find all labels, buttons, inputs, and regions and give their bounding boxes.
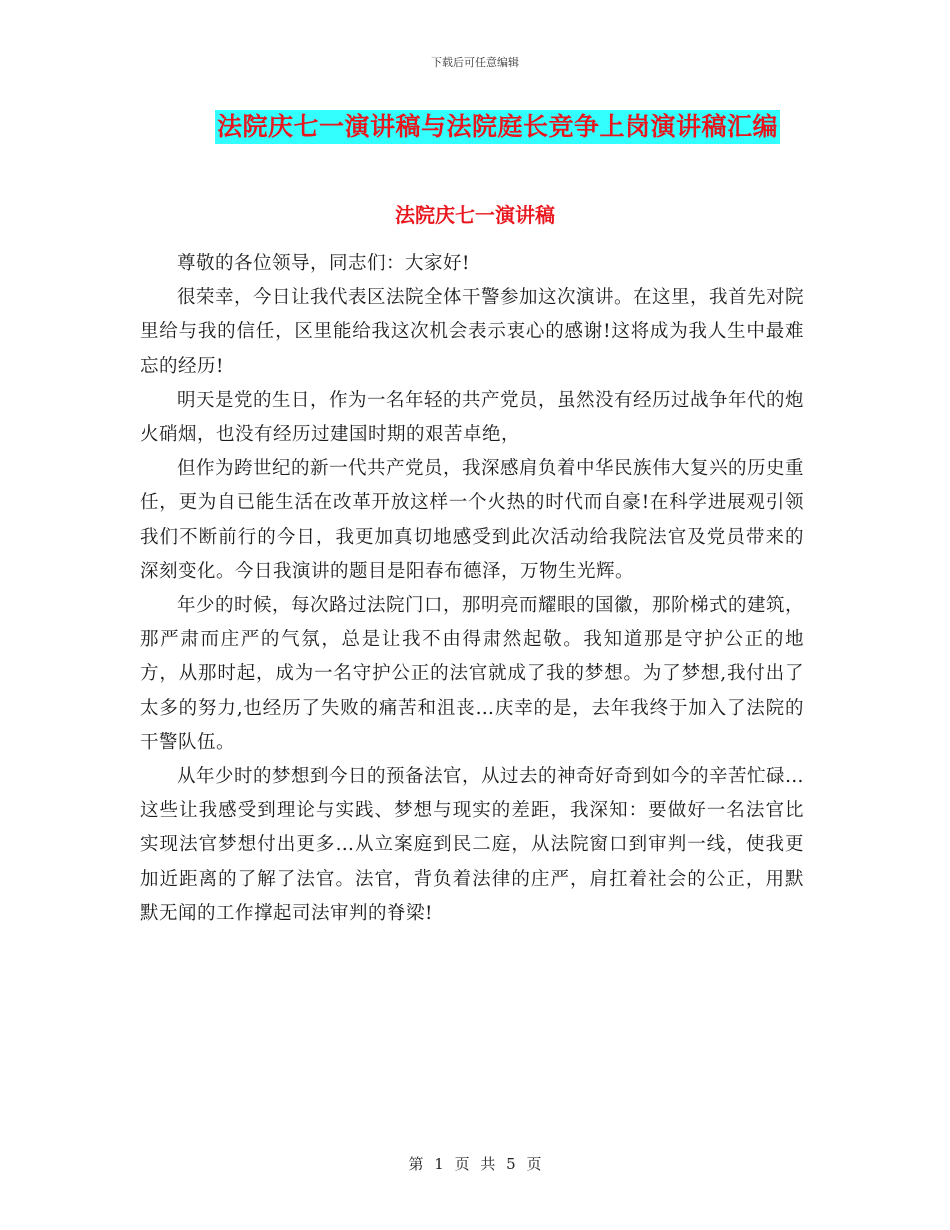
document-body	[140, 247, 804, 931]
page-number: 第 1 页 共 5 页	[408, 1155, 542, 1173]
paragraph: 明天是党的生日，作为一名年轻的共产党员，虽然没有经历过战争年代的炮火硝烟，也没有经历过建国时期的艰苦卓绝，	[140, 389, 805, 446]
paragraph: 但作为跨世纪的新一代共产党员，我深感肩负着中华民族伟大复兴的历史重任，更为自已能生活在改革开放这样一个火热的时代而自豪!在科学进展观引领我们不断前行的今日，我更加真切地感受到此次活动给我院法官及党员带来的深刻变化。今日我演讲的题目是阳春布德泽，万物生光辉。	[140, 458, 805, 582]
section-title: 法院庆七一演讲稿	[395, 203, 555, 227]
document-title: 法院庆七一演讲稿与法院庭长竞争上岗演讲稿汇编	[215, 110, 780, 144]
paragraph: 年少的时候，每次路过法院门口，那明亮而耀眼的国徽，那阶梯式的建筑，那严肃而庄严的气氛，总是让我不由得肃然起敬。我知道那是守护公正的地方，从那时起，成为一名守护公正的法官就成了我的梦想。为了梦想,我付出了太多的努力,也经历了失败的痛苦和沮丧…庆幸的是，去年我终于加入了法院的干警队伍。	[140, 595, 805, 753]
page-header: 下载后可任意编辑	[431, 56, 519, 69]
paragraph: 从年少时的梦想到今日的预备法官，从过去的神奇好奇到如今的辛苦忙碌…这些让我感受到理论与实践、梦想与现实的差距，我深知：要做好一名法官比实现法官梦想付出更多…从立案庭到民二庭，从法院窗口到审判一线，使我更加近距离的了解了法官。法官，背负着法律的庄严，肩扛着社会的公正，用默默无闻的工作撑起司法审判的脊梁!	[140, 766, 805, 924]
paragraph-greeting: 尊敬的各位领导，同志们：大家好!	[177, 253, 470, 274]
paragraph: 很荣幸，今日让我代表区法院全体干警参加这次演讲。在这里，我首先对院里给与我的信任，区里能给我这次机会表示衷心的感谢!这将成为我人生中最难忘的经历!	[140, 287, 805, 377]
document-title-wrap	[0, 110, 950, 144]
